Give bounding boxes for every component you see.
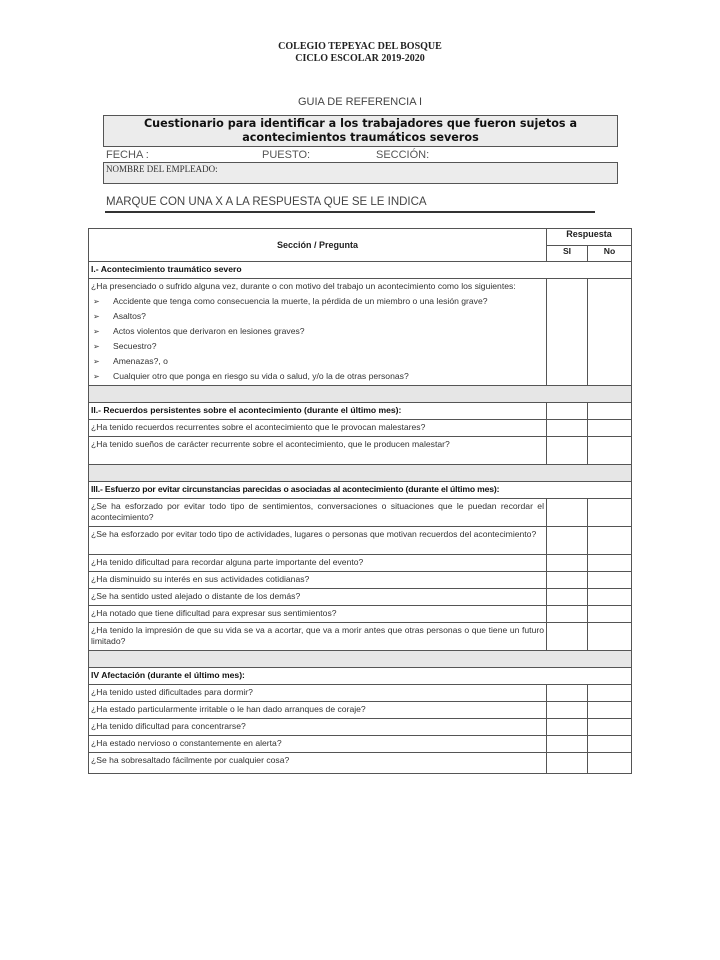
question-row (89, 555, 632, 572)
question-text: ¿Ha tenido recuerdos recurrentes sobre el acontecimiento que le provocan malestares? (89, 420, 547, 437)
answer-no-cell[interactable] (588, 685, 632, 702)
section-header-row (89, 262, 632, 279)
answer-yes-cell[interactable] (547, 572, 588, 589)
seccion-label: SECCIÓN: (376, 149, 430, 161)
bullet-item: ➢ Asaltos? (93, 311, 146, 321)
arrow-bullet-icon: ➢ (93, 372, 100, 381)
employee-name-label: NOMBRE DEL EMPLEADO: (106, 164, 218, 174)
answer-yes-cell[interactable] (547, 437, 588, 465)
arrow-bullet-icon: ➢ (93, 312, 100, 321)
column-header-question: Sección / Pregunta (89, 229, 547, 262)
fecha-label: FECHA : (106, 149, 149, 161)
question-text: ¿Se ha sobresaltado fácilmente por cualquier cosa? (89, 753, 547, 774)
answer-yes-cell[interactable] (547, 753, 588, 774)
answer-yes-cell[interactable] (547, 555, 588, 572)
answer-no-cell[interactable] (588, 736, 632, 753)
question-text: ¿Ha tenido dificultad para concentrarse? (89, 719, 547, 736)
question-row (89, 753, 632, 774)
arrow-bullet-icon: ➢ (93, 342, 100, 351)
questionnaire-title-line1: Cuestionario para identificar a los trabajadores que fueron sujetos a (143, 117, 578, 130)
answer-no-cell[interactable] (588, 623, 632, 651)
bullet-item: ➢ Secuestro? (93, 341, 157, 351)
answer-yes-cell[interactable] (547, 685, 588, 702)
question-row (89, 685, 632, 702)
question-text: ¿Ha tenido la impresión de que su vida se va a acortar, que va a morir antes que otras personas o que tiene un futuro limitado? (89, 623, 547, 651)
answer-no-cell[interactable] (588, 437, 632, 465)
arrow-bullet-icon: ➢ (93, 327, 100, 336)
question-row (89, 499, 632, 527)
arrow-bullet-icon: ➢ (93, 357, 100, 366)
section-spacer (89, 465, 632, 482)
answer-yes-cell[interactable] (547, 606, 588, 623)
school-name: COLEGIO TEPEYAC DEL BOSQUE (278, 41, 442, 52)
question-row (89, 589, 632, 606)
arrow-bullet-icon: ➢ (93, 297, 100, 306)
question-text: ¿Se ha sentido usted alejado o distante de los demás? (89, 589, 547, 606)
column-header-yes: SI (547, 245, 588, 262)
question-row (89, 572, 632, 589)
answer-no-cell[interactable] (588, 589, 632, 606)
answer-yes-cell (547, 403, 588, 420)
questionnaire-title-line2: acontecimientos traumáticos severos (242, 131, 479, 144)
question-row (89, 527, 632, 555)
section-title: III.- Esfuerzo por evitar circunstancias parecidas o asociadas al acontecimiento (durante el último mes): (89, 482, 632, 499)
section-title: IV Afectación (durante el último mes): (89, 668, 632, 685)
answer-yes-cell[interactable] (547, 499, 588, 527)
section-header-row (89, 482, 632, 499)
answer-no-cell[interactable] (588, 572, 632, 589)
answer-yes-cell[interactable] (547, 589, 588, 606)
answer-no-cell (588, 403, 632, 420)
answer-no-cell[interactable] (588, 753, 632, 774)
bullet-item: ➢ Amenazas?, o (93, 356, 168, 366)
answer-no-cell[interactable] (588, 499, 632, 527)
answer-no-cell[interactable] (588, 555, 632, 572)
bullet-item: ➢ Cualquier otro que ponga en riesgo su vida o salud, y/o la de otras personas? (93, 371, 409, 381)
answer-yes-cell[interactable] (547, 420, 588, 437)
bullet-item: ➢ Actos violentos que derivaron en lesiones graves? (93, 326, 305, 336)
answer-yes-cell[interactable] (547, 527, 588, 555)
question-text: ¿Ha disminuido su interés en sus actividades cotidianas? (89, 572, 547, 589)
question-text: ¿Ha estado nervioso o constantemente en alerta? (89, 736, 547, 753)
answer-yes-cell[interactable] (547, 719, 588, 736)
answer-yes-cell[interactable] (547, 736, 588, 753)
bullet-item: ➢ Accidente que tenga como consecuencia la muerte, la pérdida de un miembro o una lesión grave? (93, 296, 488, 306)
puesto-label: PUESTO: (262, 149, 311, 161)
answer-no-cell[interactable] (588, 279, 632, 386)
answer-no-cell[interactable] (588, 606, 632, 623)
question-text: ¿Ha estado particularmente irritable o le han dado arranques de coraje? (89, 702, 547, 719)
question-row (89, 420, 632, 437)
question-text: ¿Se ha esforzado por evitar todo tipo de actividades, lugares o personas que motivan recuerdos del acontecimiento? (89, 527, 547, 555)
question-text: ¿Ha notado que tiene dificultad para expresar sus sentimientos? (89, 606, 547, 623)
question-row (89, 702, 632, 719)
question-text: ¿Se ha esforzado por evitar todo tipo de sentimientos, conversaciones o situaciones que le puedan recordar el acontecimiento? (89, 499, 547, 527)
question-row (89, 736, 632, 753)
column-header-no: No (588, 245, 632, 262)
column-header-answer: Respuesta (547, 229, 632, 246)
question-row (89, 606, 632, 623)
section-spacer (89, 651, 632, 668)
section-header-row (89, 403, 632, 420)
question-text: ¿Ha tenido dificultad para recordar alguna parte importante del evento? (89, 555, 547, 572)
section-header-row (89, 668, 632, 685)
section-title: II.- Recuerdos persistentes sobre el acontecimiento (durante el último mes): (89, 403, 547, 420)
guide-title: GUIA DE REFERENCIA I (297, 96, 423, 108)
instruction-text: MARQUE CON UNA X A LA RESPUESTA QUE SE LE INDICA (106, 196, 427, 208)
answer-no-cell[interactable] (588, 420, 632, 437)
school-cycle: CICLO ESCOLAR 2019-2020 (295, 53, 425, 64)
question-text: ¿Ha tenido sueños de carácter recurrente sobre el acontecimiento, que le producen malestar? (89, 437, 547, 465)
questionnaire-table (88, 228, 632, 774)
instruction-underline (105, 211, 595, 213)
answer-no-cell[interactable] (588, 719, 632, 736)
answer-yes-cell[interactable] (547, 279, 588, 386)
question-text (89, 279, 547, 386)
answer-no-cell[interactable] (588, 527, 632, 555)
answer-yes-cell[interactable] (547, 702, 588, 719)
questionnaire-title-box (103, 115, 618, 147)
question-row (89, 279, 632, 386)
answer-no-cell[interactable] (588, 702, 632, 719)
question-intro: ¿Ha presenciado o sufrido alguna vez, durante o con motivo del trabajo un acontecimiento como los siguientes: (91, 281, 516, 291)
question-row (89, 623, 632, 651)
question-row (89, 437, 632, 465)
question-text: ¿Ha tenido usted dificultades para dormir? (89, 685, 547, 702)
answer-yes-cell[interactable] (547, 623, 588, 651)
section-title: I.- Acontecimiento traumático severo (89, 262, 632, 279)
employee-name-field[interactable] (103, 162, 618, 184)
section-spacer (89, 386, 632, 403)
question-row (89, 719, 632, 736)
